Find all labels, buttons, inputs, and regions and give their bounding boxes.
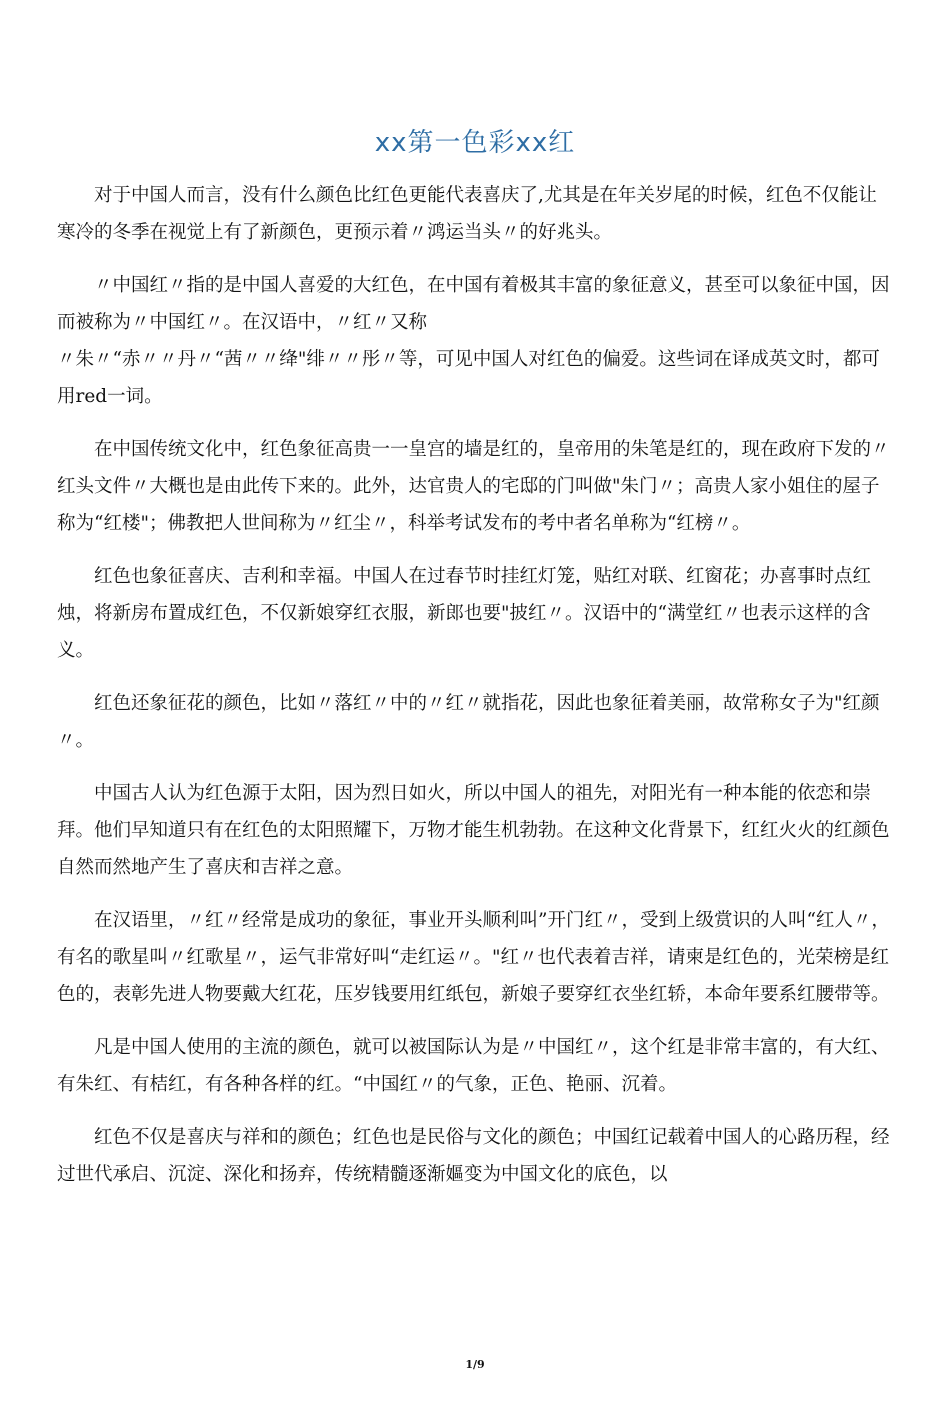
paragraph-7: 在汉语里，〃红〃经常是成功的象征，事业开头顺利叫”开门红〃，受到上级赏识的人叫“红人〃，有名的歌星叫〃红歌星〃，运气非常好叫“走红运〃。"红〃也代表着吉祥，请柬是红色的，光荣榜是红色的，表彰先进人物要戴大红花，压岁钱要用红纸包，新娘子要穿红衣坐红轿，本命年要系红腰带等。 bbox=[57, 910, 890, 1005]
paragraph-5: 红色还象征花的颜色，比如〃落红〃中的〃红〃就指花，因此也象征着美丽，故常称女子为"红颜〃。 bbox=[57, 693, 880, 751]
paragraph-1: 对于中国人而言，没有什么颜色比红色更能代表喜庆了,尤其是在年关岁尾的时候，红色不仅能让寒冷的冬季在视觉上有了新颜色，更预示着〃鸿运当头〃的好兆头。 bbox=[57, 185, 877, 243]
paragraph-8: 凡是中国人使用的主流的颜色，就可以被国际认为是〃中国红〃，这个红是非常丰富的，有大红、有朱红、有桔红，有各种各样的红。“中国红〃的气象，正色、艳丽、沉着。 bbox=[57, 1037, 890, 1095]
paragraph-3: 在中国传统文化中，红色象征高贵一一皇宫的墙是红的，皇帝用的朱笔是红的，现在政府下发的〃红头文件〃大概也是由此传下来的。此外，达官贵人的宅邸的门叫做"朱门〃；高贵人家小姐住的屋子称为“红楼"；佛教把人世间称为〃红尘〃，科举考试发布的考中者名单称为“红榜〃。 bbox=[57, 439, 890, 534]
paragraph-2: 〃中国红〃指的是中国人喜爱的大红色，在中国有着极其丰富的象征意义，甚至可以象征中国，因而被称为〃中国红〃。在汉语中，〃红〃又称 〃朱〃“赤〃〃丹〃“茜〃〃绛"绯〃〃彤〃等，可见中国人对红色的偏爱。这些词在译成英文时，都可用red一词。 bbox=[57, 275, 890, 407]
paragraph-4: 红色也象征喜庆、吉利和幸福。中国人在过春节时挂红灯笼，贴红对联、红窗花；办喜事时点红烛，将新房布置成红色，不仅新娘穿红衣服，新郎也要"披红〃。汉语中的“满堂红〃也表示这样的含义。 bbox=[57, 566, 872, 661]
page-number: 1/9 bbox=[465, 1358, 485, 1371]
paragraph-9: 红色不仅是喜庆与祥和的颜色；红色也是民俗与文化的颜色；中国红记载着中国人的心路历程，经过世代承启、沉淀、深化和扬弃，传统精髓逐渐嫗变为中国文化的底色，以 bbox=[57, 1127, 890, 1185]
paragraph-6: 中国古人认为红色源于太阳，因为烈日如火，所以中国人的祖先，对阳光有一种本能的依恋和崇拜。他们早知道只有在红色的太阳照耀下，万物才能生机勃勃。在这种文化背景下，红红火火的红颜色自然而然地产生了喜庆和吉祥之意。 bbox=[57, 783, 890, 878]
document-title: xx第一色彩xx红 bbox=[374, 128, 576, 158]
document-body bbox=[57, 177, 891, 1209]
